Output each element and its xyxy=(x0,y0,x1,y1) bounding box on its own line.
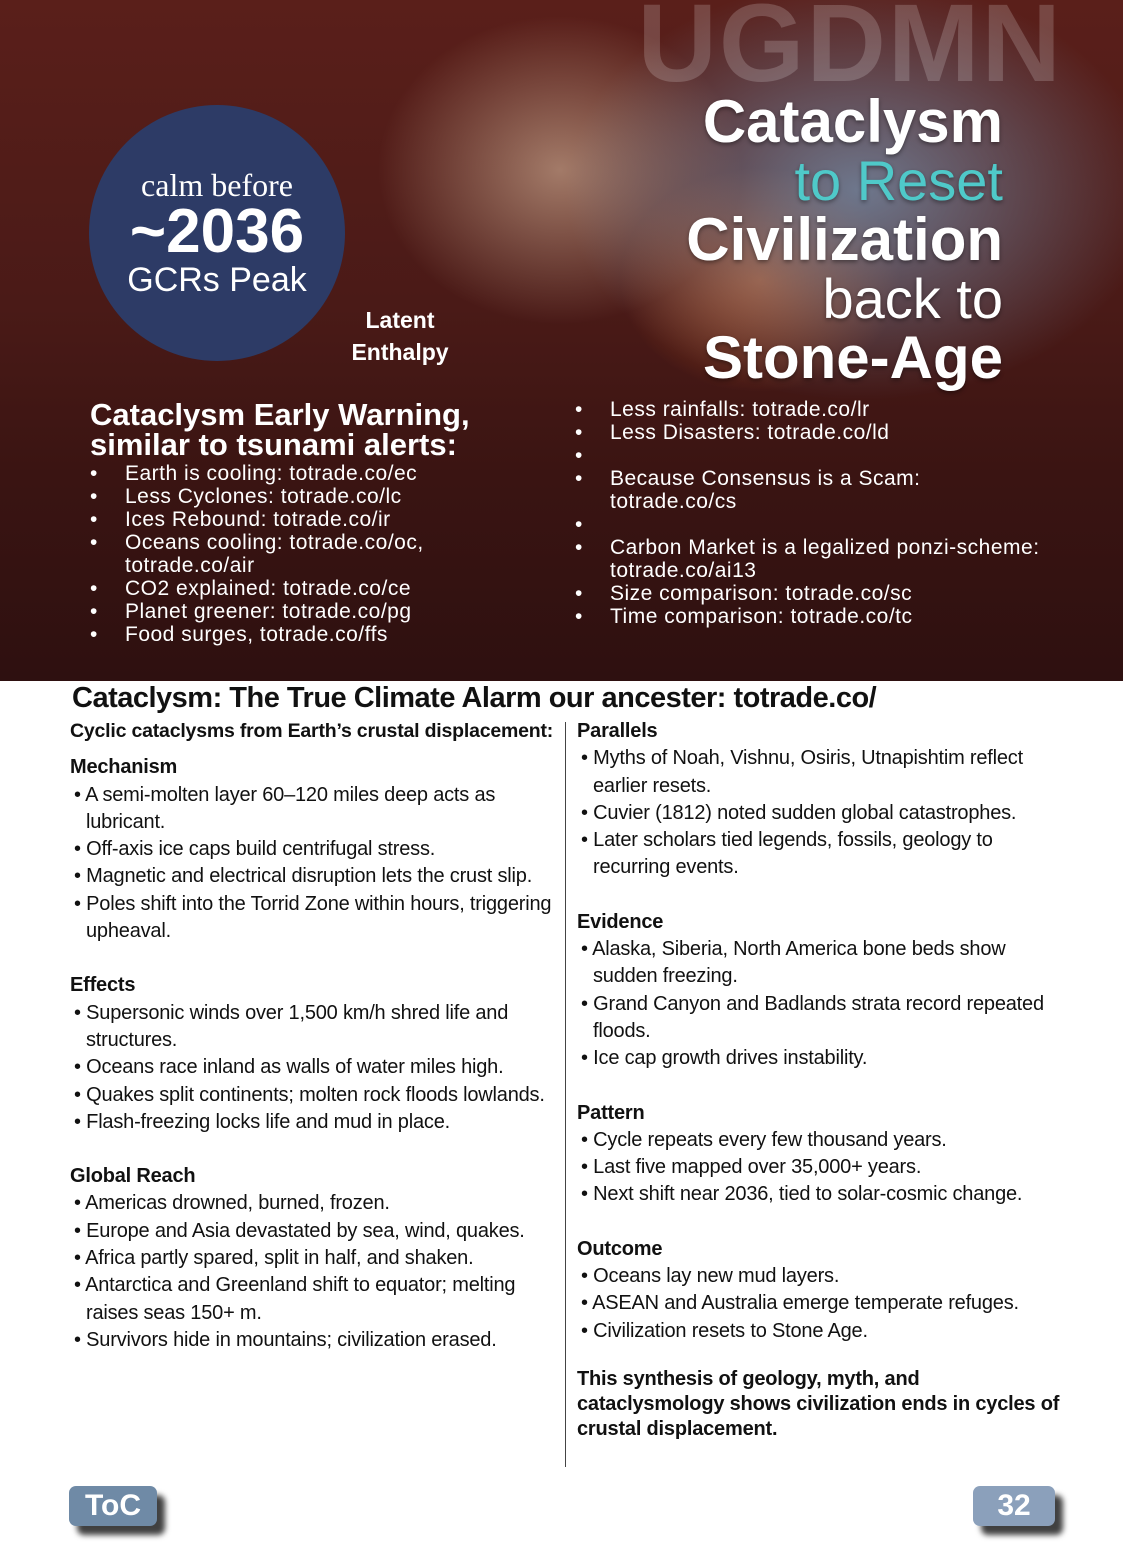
link-item[interactable]: • Planet greener: totrade.co/pg xyxy=(90,600,550,623)
circle-year: ~2036 xyxy=(129,197,305,266)
section-heading: Global Reach xyxy=(70,1165,196,1188)
list-item: • Antarctica and Greenland shift to equator; melting raises seas 150+ m. xyxy=(70,1272,558,1327)
list-item: • Survivors hide in mountains; civilization erased. xyxy=(70,1327,558,1354)
link-item[interactable]: • Earth is cooling: totrade.co/ec xyxy=(90,462,550,485)
section-heading: Mechanism xyxy=(70,756,178,779)
bullet-list xyxy=(70,1000,558,1136)
bullet-list xyxy=(70,782,558,946)
bullet-list xyxy=(577,745,1067,881)
link-item[interactable]: • Carbon Market is a legalized ponzi-scheme: totrade.co/ai13 xyxy=(575,536,1045,582)
conclusion: This synthesis of geology, myth, and cataclysmology shows civilization ends in cycles of crustal displacement. xyxy=(577,1367,1060,1440)
circle-line1: calm before xyxy=(141,167,293,203)
link-item[interactable]: • Oceans cooling: totrade.co/oc, totrade.co/air xyxy=(90,531,550,577)
bullet-list xyxy=(577,1127,1067,1209)
link-item[interactable]: • Time comparison: totrade.co/tc xyxy=(575,605,1045,628)
list-item: • ASEAN and Australia emerge temperate refuges. xyxy=(577,1290,1067,1317)
title-line: Civilization xyxy=(686,206,1003,273)
link-item[interactable]: • Less Disasters: totrade.co/ld xyxy=(575,421,1045,444)
watermark: UGDMN xyxy=(637,0,1063,88)
list-item: • Magnetic and electrical disruption lets the crust slip. xyxy=(70,863,558,890)
list-item: • Africa partly spared, split in half, and shaken. xyxy=(70,1245,558,1272)
link-item[interactable]: • Ices Rebound: totrade.co/ir xyxy=(90,508,550,531)
section-heading: Parallels xyxy=(577,720,658,742)
list-item: • A semi-molten layer 60–120 miles deep acts as lubricant. xyxy=(70,782,558,837)
toc-button[interactable]: ToC xyxy=(69,1486,157,1526)
hero-title xyxy=(686,88,1003,391)
list-item: • Last five mapped over 35,000+ years. xyxy=(577,1154,1067,1181)
right-column xyxy=(577,718,1067,1442)
list-item: • Supersonic winds over 1,500 km/h shred life and structures. xyxy=(70,1000,558,1055)
countdown-circle xyxy=(89,105,345,361)
warning-heading: Cataclysm Early Warning, similar to tsunami alerts: xyxy=(90,397,470,462)
list-item: • Next shift near 2036, tied to solar-cosmic change. xyxy=(577,1181,1067,1208)
article-heading: Cataclysm: The True Climate Alarm our ancester: totrade.co/ xyxy=(72,682,877,714)
bullet-list xyxy=(577,936,1067,1072)
section-heading: Evidence xyxy=(577,910,664,933)
page-number-button[interactable]: 32 xyxy=(973,1486,1055,1526)
hero-banner xyxy=(0,0,1123,681)
list-item: • Civilization resets to Stone Age. xyxy=(577,1318,1067,1345)
list-item: • Grand Canyon and Badlands strata record repeated floods. xyxy=(577,991,1067,1046)
list-item: • Americas drowned, burned, frozen. xyxy=(70,1190,558,1217)
link-item xyxy=(575,444,1045,467)
section-heading: Outcome xyxy=(577,1237,663,1260)
list-item: • Oceans lay new mud layers. xyxy=(577,1263,1067,1290)
list-item: • Cycle repeats every few thousand years. xyxy=(577,1127,1067,1154)
intro: Cyclic cataclysms from Earth’s crustal displacement: xyxy=(70,720,554,742)
title-line: Stone-Age xyxy=(703,324,1003,391)
list-item: • Alaska, Siberia, North America bone beds show sudden freezing. xyxy=(577,936,1067,991)
list-item: • Myths of Noah, Vishnu, Osiris, Utnapishtim reflect earlier resets. xyxy=(577,745,1067,800)
list-item: • Poles shift into the Torrid Zone within hours, triggering upheaval. xyxy=(70,891,558,946)
list-item: • Oceans race inland as walls of water miles high. xyxy=(70,1054,558,1081)
left-link-list xyxy=(90,462,550,646)
title-line: Cataclysm xyxy=(702,88,1003,155)
right-link-list xyxy=(575,398,1045,628)
latent-enthalpy-label: Latent Enthalpy xyxy=(351,307,449,365)
link-item[interactable]: • Less rainfalls: totrade.co/lr xyxy=(575,398,1045,421)
link-item[interactable]: • Food surges, totrade.co/ffs xyxy=(90,623,550,646)
list-item: • Europe and Asia devastated by sea, wind, quakes. xyxy=(70,1218,558,1245)
link-item[interactable]: • Size comparison: totrade.co/sc xyxy=(575,582,1045,605)
link-item xyxy=(575,513,1045,536)
bullet-list xyxy=(577,1263,1067,1345)
section-heading: Effects xyxy=(70,974,136,997)
left-column xyxy=(70,718,558,1354)
circle-line3: GCRs Peak xyxy=(127,261,307,299)
link-item[interactable]: • Less Cyclones: totrade.co/lc xyxy=(90,485,550,508)
title-line: to Reset xyxy=(794,149,1003,212)
title-line: back to xyxy=(822,267,1003,330)
list-item: • Ice cap growth drives instability. xyxy=(577,1045,1067,1072)
link-item[interactable]: • Because Consensus is a Scam: totrade.co/cs xyxy=(575,467,1045,513)
list-item: • Cuvier (1812) noted sudden global catastrophes. xyxy=(577,800,1067,827)
list-item: • Off-axis ice caps build centrifugal stress. xyxy=(70,836,558,863)
list-item: • Flash-freezing locks life and mud in place. xyxy=(70,1109,558,1136)
list-item: • Later scholars tied legends, fossils, geology to recurring events. xyxy=(577,827,1067,882)
list-item: • Quakes split continents; molten rock floods lowlands. xyxy=(70,1082,558,1109)
column-divider xyxy=(565,722,566,1467)
section-heading: Pattern xyxy=(577,1101,645,1124)
bullet-list xyxy=(70,1190,558,1354)
link-item[interactable]: • CO2 explained: totrade.co/ce xyxy=(90,577,550,600)
